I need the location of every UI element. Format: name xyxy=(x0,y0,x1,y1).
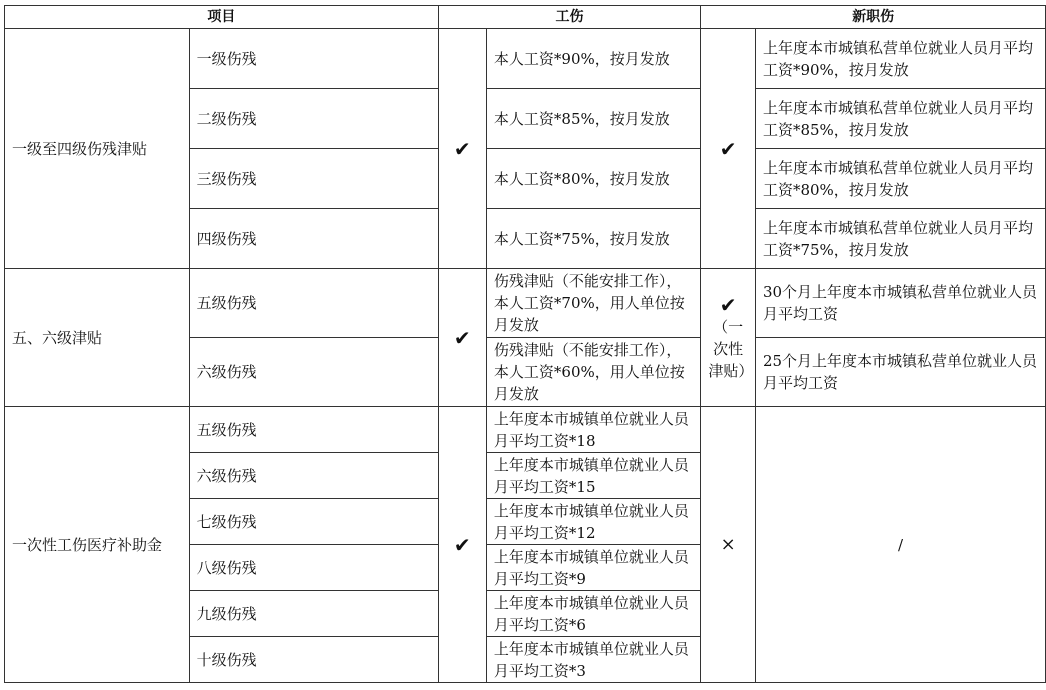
new-not-applicable: / xyxy=(755,407,1045,683)
grade-cell: 八级伤残 xyxy=(189,545,438,591)
header-row xyxy=(5,6,1046,29)
new-check-icon: ✔ xyxy=(719,292,737,317)
work-check-icon: ✔ xyxy=(438,269,486,407)
one-time-allowance-note: （一次性津贴） xyxy=(708,317,754,380)
header-work-injury: 工伤 xyxy=(438,6,701,29)
work-value-cell: 本人工资*75%，按月发放 xyxy=(486,209,700,269)
grade-cell: 五级伤残 xyxy=(189,407,438,453)
work-check-icon: ✔ xyxy=(438,29,486,269)
header-new-occ-injury: 新职伤 xyxy=(701,6,1046,29)
benefits-comparison-table xyxy=(4,5,1046,683)
group-name: 一次性工伤医疗补助金 xyxy=(5,407,190,683)
grade-cell: 二级伤残 xyxy=(189,89,438,149)
work-value-cell: 上年度本市城镇单位就业人员月平均工资*3 xyxy=(486,637,700,683)
work-value-cell: 伤残津贴（不能安排工作），本人工资*60%，用人单位按月发放 xyxy=(486,338,700,407)
header-item: 项目 xyxy=(5,6,439,29)
grade-cell: 六级伤残 xyxy=(189,453,438,499)
work-value-cell: 本人工资*80%，按月发放 xyxy=(486,149,700,209)
work-value-cell: 本人工资*90%，按月发放 xyxy=(486,29,700,89)
group-name: 一级至四级伤残津贴 xyxy=(5,29,190,269)
new-cross-icon: × xyxy=(701,407,756,683)
grade-cell: 四级伤残 xyxy=(189,209,438,269)
work-value-cell: 伤残津贴（不能安排工作），本人工资*70%，用人单位按月发放 xyxy=(486,269,700,338)
new-value-cell: 上年度本市城镇私营单位就业人员月平均工资*85%，按月发放 xyxy=(755,89,1045,149)
new-value-cell: 上年度本市城镇私营单位就业人员月平均工资*90%，按月发放 xyxy=(755,29,1045,89)
table-row xyxy=(5,29,1046,89)
grade-cell: 七级伤残 xyxy=(189,499,438,545)
work-value-cell: 本人工资*85%，按月发放 xyxy=(486,89,700,149)
work-value-cell: 上年度本市城镇单位就业人员月平均工资*9 xyxy=(486,545,700,591)
new-value-cell: 25个月上年度本市城镇私营单位就业人员月平均工资 xyxy=(755,338,1045,407)
work-value-cell: 上年度本市城镇单位就业人员月平均工资*12 xyxy=(486,499,700,545)
table-row xyxy=(5,407,1046,453)
work-check-icon: ✔ xyxy=(438,407,486,683)
new-check-icon: ✔ xyxy=(701,29,756,269)
grade-cell: 十级伤残 xyxy=(189,637,438,683)
new-value-cell: 上年度本市城镇私营单位就业人员月平均工资*80%，按月发放 xyxy=(755,149,1045,209)
group-name: 五、六级津贴 xyxy=(5,269,190,407)
grade-cell: 三级伤残 xyxy=(189,149,438,209)
table-row xyxy=(5,269,1046,338)
grade-cell: 一级伤残 xyxy=(189,29,438,89)
grade-cell: 九级伤残 xyxy=(189,591,438,637)
new-mark-cell xyxy=(701,269,756,407)
grade-cell: 六级伤残 xyxy=(189,338,438,407)
work-value-cell: 上年度本市城镇单位就业人员月平均工资*18 xyxy=(486,407,700,453)
work-value-cell: 上年度本市城镇单位就业人员月平均工资*15 xyxy=(486,453,700,499)
work-value-cell: 上年度本市城镇单位就业人员月平均工资*6 xyxy=(486,591,700,637)
new-value-cell: 30个月上年度本市城镇私营单位就业人员月平均工资 xyxy=(755,269,1045,338)
new-value-cell: 上年度本市城镇私营单位就业人员月平均工资*75%，按月发放 xyxy=(755,209,1045,269)
grade-cell: 五级伤残 xyxy=(189,269,438,338)
